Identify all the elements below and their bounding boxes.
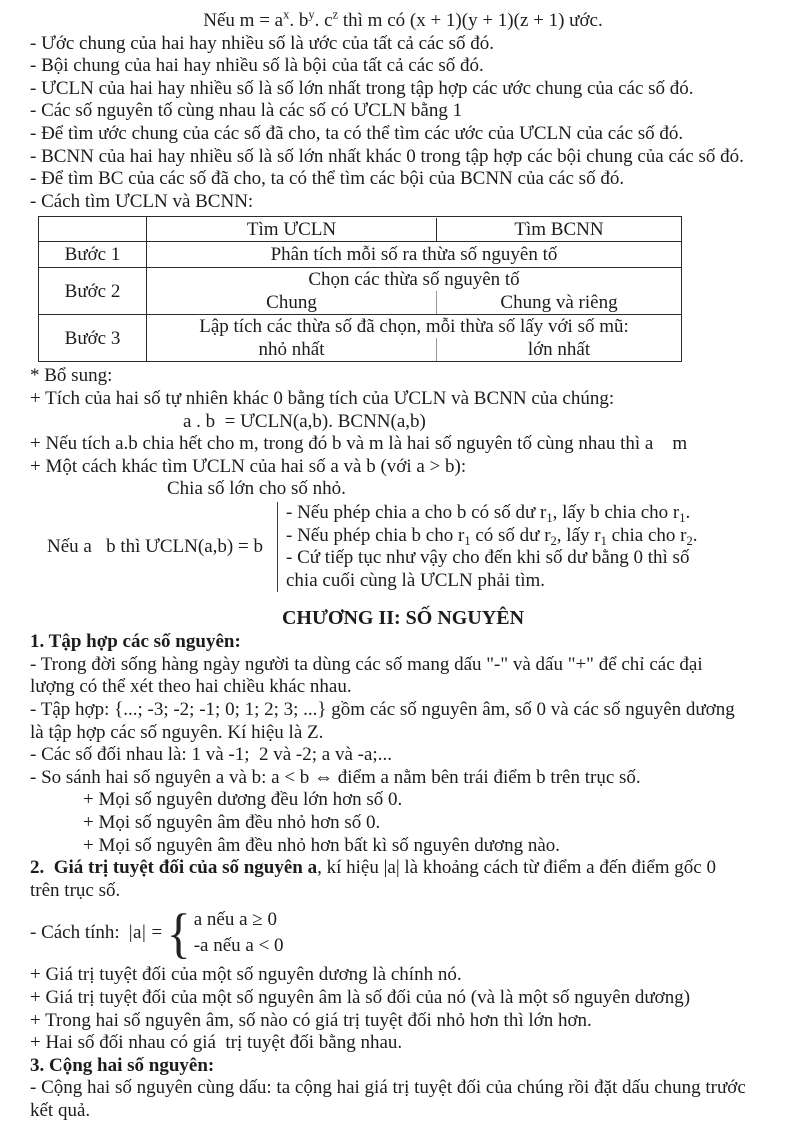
case2-sub3: 1 [600,533,607,548]
step1-text: Phân tích mỗi số ra thừa số nguyên tố [270,244,558,266]
section2-plus1: + Giá trị tuyệt đối của một số nguyên dương là chính nó. [30,964,462,986]
step1-label: Bước 1 [39,242,147,268]
table-header-empty-cell [39,217,147,242]
case2-sub4: 2 [686,533,693,548]
intro-formula-line [30,7,776,33]
header-tim-bcnn: Tìm BCNN [514,218,604,240]
exponent-x: x [283,7,290,22]
euclid-step-divide: Chia số lớn cho số nhỏ. [167,478,346,500]
step1-content [147,242,682,268]
curly-brace: { [166,902,191,965]
section2-heading-rest: , kí hiệu |a| là khoảng cách từ điểm a đến điểm gốc 0 [317,857,716,879]
section2-plus4: + Hai số đối nhau có giá trị tuyệt đối bằng nhau. [30,1032,403,1054]
abs-value-formula [30,902,776,965]
step2-left-chung: Chung [147,291,437,314]
euclid-case-line1 [286,502,697,525]
case1-text-c: . [685,501,691,523]
section2-plus2: + Giá trị tuyệt đối của một số nguyên âm là số đối của nó (và là một số nguyên dương) [30,987,691,1008]
case2-text-b: có số dư r [470,524,551,546]
table-header-row [39,217,682,242]
table-row-step2 [39,268,682,315]
section2-heading-line [30,857,776,880]
step3-left-nho-nhat: nhỏ nhất [147,338,437,361]
step3-content [147,315,682,362]
case1-text-b: , lấy b chia cho r [552,501,680,523]
step2-text: Chọn các thừa số nguyên tố [308,269,520,291]
section2-heading-cont: trên trục số. [30,879,121,901]
step2-label: Bước 2 [39,268,147,315]
bullet-uoc-chung: - Ước chung của hai hay nhiều số là ước của tất cả các số đó. [30,32,495,54]
step2-split [147,291,681,314]
step3-right-lon-nhat: lớn nhất [527,339,591,361]
case2-sub2: 2 [550,533,557,548]
step2-content [147,268,682,315]
table-row-step1 [39,242,682,268]
section1-p1a: - Trong đời sống hàng ngày người ta dùng các số mang dấu "-" và dấu "+" để chỉ các đại [30,653,703,675]
case2-sub1: 1 [464,533,471,548]
supplement-item-product: + Tích của hai số tự nhiên khác 0 bằng tích của ƯCLN và BCNN của chúng: [30,387,615,409]
section1-opposites: - Các số đối nhau là: 1 và -1; 2 và -2; a và -a;... [30,744,392,766]
euclid-case-left [30,502,277,592]
section1-heading: 1. Tập hợp các số nguyên: [30,631,241,653]
section1-p1b: lượng có thể xét theo hai chiều khác nhau. [30,676,352,698]
case1-sub2: 1 [679,510,686,525]
section1-p2b: là tập hợp các số nguyên. Kí hiệu là Z. [30,721,324,743]
chapter-title: CHƯƠNG II: SỐ NGUYÊN [281,607,525,630]
case1-sub1: 1 [546,510,553,525]
step3-label: Bước 3 [39,315,147,362]
formula-post: thì m có (x + 1)(y + 1)(z + 1) ước. [338,10,603,31]
formula-mid2: . c [314,10,333,31]
section3-heading: 3. Cộng hai số nguyên: [30,1054,215,1076]
gcd-lcm-table [38,216,682,362]
section3-p1b: kết quả. [30,1099,91,1121]
euclid-case-line3: - Cứ tiếp tục như vậy cho đến khi số dư bằng 0 thì số [286,547,690,569]
table-row-step3 [39,315,682,362]
bullet-boi-chung: - Bội chung của hai hay nhiều số là bội của tất cả các số đó. [30,55,484,77]
section1-sub3: + Mọi số nguyên âm đều nhỏ hơn bất kì số nguyên dương nào. [83,834,561,856]
section2-plus3: + Trong hai số nguyên âm, số nào có giá trị tuyệt đối nhỏ hơn thì lớn hơn. [30,1009,592,1031]
bullet-bcnn-dinh-nghia: - BCNN của hai hay nhiều số là số lớn nhất khác 0 trong tập hợp các bội chung của các số đó. [30,145,744,167]
table-header-content-cell [147,217,682,242]
section1-sub2: + Mọi số nguyên âm đều nhỏ hơn số 0. [83,812,381,834]
abs-expression: |a| = [128,922,163,944]
bullet-cach-tim: - Cách tìm ƯCLN và BCNN: [30,190,254,212]
section1-compare: - So sánh hai số nguyên a và b: a < b ⇔ điểm a nằm bên trái điểm b trên trục số. [30,766,641,788]
step3-split [147,338,681,361]
section2-heading-bold: 2. Giá trị tuyệt đối của số nguyên a [30,857,318,879]
supplement-title: * Bổ sung: [30,365,113,387]
exponent-y: y [308,7,315,22]
exponent-z: z [332,7,339,22]
case2-text-e: . [692,524,698,546]
case2-text-c: , lấy r [556,524,601,546]
table-header-split [147,218,681,241]
euclid-case-condition: Nếu a b thì ƯCLN(a,b) = b [47,535,263,557]
euclid-case-right [277,502,697,592]
formula-mid1: . b [289,10,309,31]
supplement-item-euclid: + Một cách khác tìm ƯCLN của hai số a và b (với a > b): [30,455,467,477]
step3-text: Lập tích các thừa số đã chọn, mỗi thừa số lấy với số mũ: [199,316,629,338]
abs-cases [194,907,284,959]
step2-right-chung-va-rieng: Chung và riêng [500,292,618,314]
bullet-nguyen-to-cung-nhau: - Các số nguyên tố cùng nhau là các số có ƯCLN bằng 1 [30,100,463,122]
formula-pre: Nếu m = a [203,10,284,31]
supplement-product-formula: a . b = ƯCLN(a,b). BCNN(a,b) [183,410,426,432]
supplement-item-divisibility: + Nếu tích a.b chia hết cho m, trong đó b và m là hai số nguyên tố cùng nhau thì a m [30,433,688,455]
case1-text-a: - Nếu phép chia a cho b có số dư r [286,501,547,523]
section1-p2a: - Tập hợp: {...; -3; -2; -1; 0; 1; 2; 3; ...} gồm các số nguyên âm, số 0 và các số nguyên dương [30,699,735,721]
abs-case-negative: -a nếu a < 0 [193,935,284,957]
header-tim-ucln: Tìm ƯCLN [147,218,437,241]
section1-sub1: + Mọi số nguyên dương đều lớn hơn số 0. [83,789,403,811]
abs-calc-label: - Cách tính: [30,922,120,944]
euclid-case-line4: chia cuối cùng là ƯCLN phải tìm. [286,569,546,591]
euclid-case-block [30,502,776,592]
abs-case-positive: a nếu a ≥ 0 [193,909,277,931]
section3-p1a: - Cộng hai số nguyên cùng dấu: ta cộng hai giá trị tuyệt đối của chúng rồi đặt dấu chung trước [30,1077,746,1099]
bullet-tim-bc: - Để tìm BC của các số đã cho, ta có thể tìm các bội của BCNN của các số đó. [30,168,625,190]
case2-text-a: - Nếu phép chia b cho r [286,524,465,546]
case2-text-d: chia cho r [606,524,687,546]
euclid-case-line2 [286,525,697,548]
bullet-ucln-dinh-nghia: - ƯCLN của hai hay nhiều số là số lớn nhất trong tập hợp các ước chung của các số đó. [30,77,694,99]
bullet-tim-uoc-chung: - Để tìm ước chung của các số đã cho, ta có thể tìm các ước của ƯCLN của các số đó. [30,122,684,144]
